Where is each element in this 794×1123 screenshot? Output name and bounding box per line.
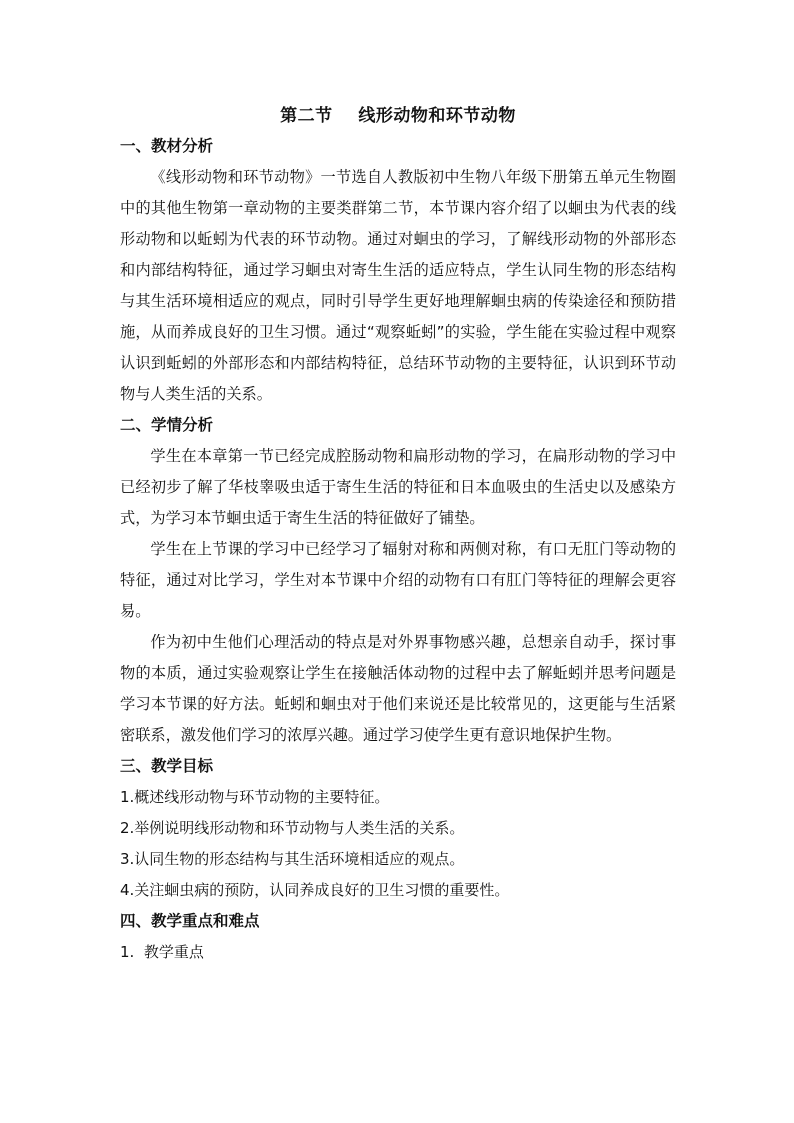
paragraph: 学生在上节课的学习中已经学习了辐射对称和两侧对称，有口无肛门等动物的特征，通过对比学习，学生对本节课中介绍的动物有口有肛门等特征的理解会更容易。 <box>120 540 676 620</box>
list-item: 1. 教学重点 <box>120 943 204 961</box>
paragraph: 学生在本章第一节已经完成腔肠动物和扁形动物的学习，在扁形动物的学习中已经初步了解了华枝睾吸虫适于寄生生活的特征和日本血吸虫的生活史以及感染方式，为学习本节蛔虫适于寄生生活的特征做好了铺垫。 <box>120 447 676 527</box>
list-item: 3.认同生物的形态结构与其生活环境相适应的观点。 <box>120 850 465 868</box>
list-item: 4.关注蛔虫病的预防，认同养成良好的卫生习惯的重要性。 <box>120 881 510 899</box>
section-heading: 四、教学重点和难点 <box>120 912 260 930</box>
section-teaching-goals <box>120 751 676 906</box>
document-title: 第二节 线形动物和环节动物 <box>280 106 516 126</box>
document-page <box>120 103 676 968</box>
section-heading: 一、教材分析 <box>120 137 214 155</box>
section-heading: 三、教学目标 <box>120 757 214 775</box>
section-key-points <box>120 906 676 968</box>
paragraph: 《线形动物和环节动物》一节选自人教版初中生物八年级下册第五单元生物圈中的其他生物第一章动物的主要类群第二节，本节课内容介绍了以蛔虫为代表的线形动物和以蚯蚓为代表的环节动物。通过对蛔虫的学习，了解线形动物的外部形态和内部结构特征，通过学习蛔虫对寄生生活的适应特点，学生认同生物的形态结构与其生活环境相适应的观点，同时引导学生更好地理解蛔虫病的传染途径和预防措施，从而养成良好的卫生习惯。通过“观察蚯蚓”的实验，学生能在实验过程中观察认识到蚯蚓的外部形态和内部结构特征，总结环节动物的主要特征，认识到环节动物与人类生活的关系。 <box>120 168 676 403</box>
section-heading: 二、学情分析 <box>120 416 214 434</box>
paragraph: 作为初中生他们心理活动的特点是对外界事物感兴趣，总想亲自动手，探讨事物的本质，通过实验观察让学生在接触活体动物的过程中去了解蚯蚓并思考问题是学习本节课的好方法。蚯蚓和蛔虫对于他们来说还是比较常见的，这更能与生活紧密联系，激发他们学习的浓厚兴趣。通过学习使学生更有意识地保护生物。 <box>120 633 676 744</box>
list-item: 2.举例说明线形动物和环节动物与人类生活的关系。 <box>120 819 465 837</box>
section-student-analysis <box>120 410 676 751</box>
section-textbook-analysis <box>120 131 676 410</box>
list-item: 1.概述线形动物与环节动物的主要特征。 <box>120 788 390 806</box>
